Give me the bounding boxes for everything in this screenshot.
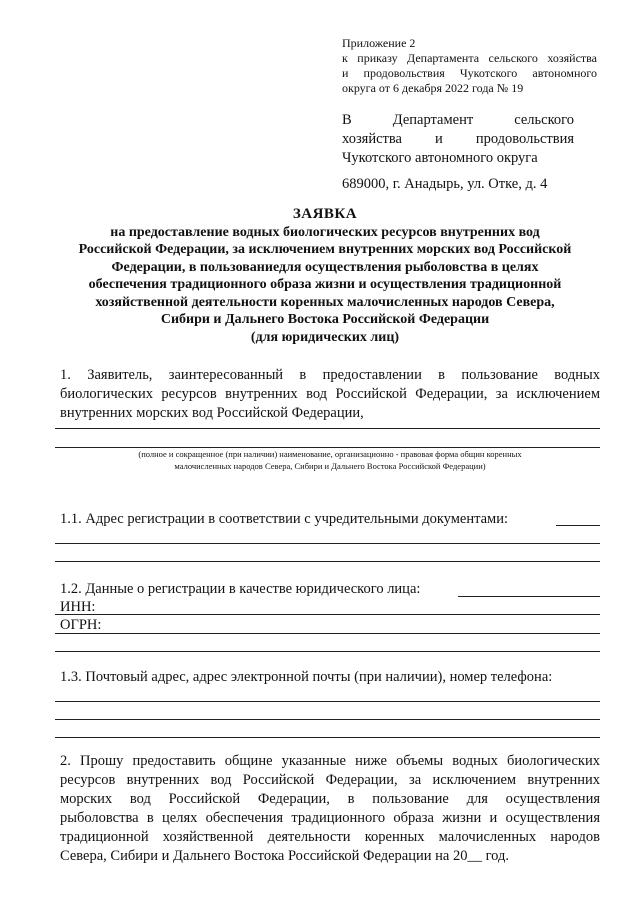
title-line: обеспечения традиционного образа жизни и осуществления традиционной xyxy=(88,277,562,292)
section-2-line: рыболовства в целях обеспечения традиционного образа жизни и осуществления xyxy=(60,810,600,826)
addressee-line: Чукотского автономного округа xyxy=(342,150,538,166)
registration-address-field-line-1[interactable] xyxy=(556,525,600,526)
postal-address: 689000, г. Анадырь, ул. Отке, д. 4 xyxy=(342,176,548,192)
addressee-line: хозяйства и продовольствия xyxy=(342,131,574,147)
section-1-3-label: 1.3. Почтовый адрес, адрес электронной почты (при наличии), номер телефона: xyxy=(60,669,553,685)
section-1 xyxy=(60,366,600,423)
registration-address-field-line-3[interactable] xyxy=(55,561,600,562)
inn-field-line[interactable] xyxy=(55,614,600,615)
addressee-block xyxy=(342,111,574,168)
section-2-line: 2. Прошу предоставить общине указанные ниже объемы водных биологических xyxy=(60,753,600,769)
appendix-line: Приложение 2 xyxy=(342,36,416,50)
hint-line: малочисленных народов Севера, Сибири и Дальнего Востока Российской Федерации) xyxy=(174,461,486,471)
section-1-2-label: 1.2. Данные о регистрации в качестве юридического лица: xyxy=(60,581,421,597)
title-heading: ЗАЯВКА xyxy=(292,206,358,222)
hint-line: (полное и сокращенное (при наличии) наименование, организационно - правовая форма общин коренных xyxy=(138,449,522,459)
addressee-line: В Департамент сельского xyxy=(342,112,574,128)
contact-field-line-1[interactable] xyxy=(55,701,600,702)
title-line: Федерации, в пользованиедля осуществления рыболовства в целях xyxy=(111,259,539,275)
ogrn-field-line[interactable] xyxy=(55,633,600,634)
section-2-line: ресурсов внутренних вод Российской Федерации, за исключением внутренних xyxy=(60,772,600,788)
section-1-line: биологических ресурсов внутренних вод Российской Федерации, за исключением xyxy=(60,386,600,402)
section-2-line: морских вод Российской Федерации, в пользование для осуществления xyxy=(60,791,600,807)
section-2 xyxy=(60,752,600,866)
contact-field-line-3[interactable] xyxy=(55,737,600,738)
appendix-line: к приказу Департамента сельского хозяйства xyxy=(342,51,597,65)
applicant-name-field-line-1[interactable] xyxy=(55,428,600,429)
section-2-line: Севера, Сибири и Дальнего Востока Российской Федерации на 20__ год. xyxy=(60,848,510,864)
inn-label: ИНН: xyxy=(60,599,96,615)
title-line: Российской Федерации, за исключением внутренних морских вод Российской xyxy=(78,242,572,257)
title-line: хозяйственной деятельности коренных малочисленных народов Севера, xyxy=(95,294,555,310)
document-title xyxy=(50,206,600,346)
contact-field-line-2[interactable] xyxy=(55,719,600,720)
appendix-line: и продовольствия Чукотского автономного xyxy=(342,66,597,80)
registration-extra-field-line[interactable] xyxy=(55,651,600,652)
title-line: на предоставление водных биологических ресурсов внутренних вод xyxy=(110,224,540,240)
title-line: (для юридических лиц) xyxy=(250,329,400,345)
section-1-line: внутренних морских вод Российской Федерации, xyxy=(60,405,364,421)
registration-data-field-line[interactable] xyxy=(458,596,600,597)
ogrn-label: ОГРН: xyxy=(60,617,102,633)
section-1-1-label: 1.1. Адрес регистрации в соответствии с учредительными документами: xyxy=(60,511,509,527)
appendix-header xyxy=(342,36,597,96)
section-1-line: 1. Заявитель, заинтересованный в предоставлении в пользование водных xyxy=(60,367,600,383)
title-line: Сибири и Дальнего Востока Российской Федерации xyxy=(160,312,490,327)
appendix-line: округа от 6 декабря 2022 года № 19 xyxy=(342,81,524,95)
applicant-name-hint xyxy=(60,448,600,472)
registration-address-field-line-2[interactable] xyxy=(55,543,600,544)
section-2-line: традиционной хозяйственной деятельности коренных малочисленных народов xyxy=(60,829,600,845)
